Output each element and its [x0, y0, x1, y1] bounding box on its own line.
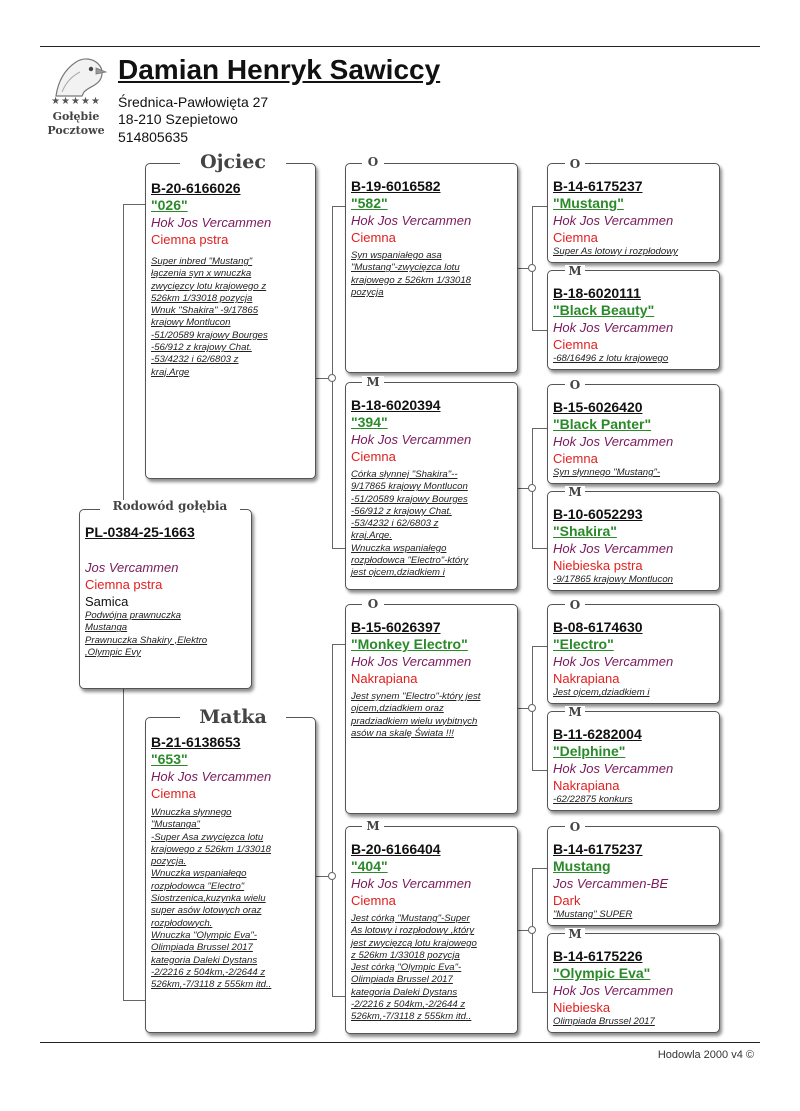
fm-ring-number: B-18-6020394 [351, 397, 441, 413]
subject-sex: Samica [85, 594, 129, 609]
mfm-color: Nakrapiana [553, 778, 620, 793]
subject-ring-number: PL-0384-25-1663 [85, 524, 195, 540]
ggp-mfm-card[interactable] [547, 711, 720, 811]
mf-ring-number: B-15-6026397 [351, 619, 441, 635]
ff-description: Syn wspaniałego asa "Mustang"-zwycięzca lotu krajowego z 526km 1/33018 pozycja [351, 250, 471, 298]
header-top-rule [40, 46, 760, 47]
connector-line [532, 206, 547, 207]
fm-description: Córka słynnej "Shakira"-- 9/17865 krajowy Montlucon -51/20589 krajowy Bourges -56/912 z krajowy Chat. -53/4232 i 62/6803 z kraj.Arge. Wnuczka wspaniałego rozpłodowca "Electro"-który jest ojcem,dziadkiem i [351, 469, 469, 579]
father-name: "026" [151, 197, 188, 213]
connector-line [532, 770, 547, 771]
pedigree-label: Rodowód gołębia [100, 500, 240, 512]
logo-text-2: Pocztowe [47, 124, 105, 137]
connector-line [532, 330, 547, 331]
ffm-ring-number: B-18-6020111 [553, 285, 641, 301]
logo-stars: ★★★★★ [51, 96, 101, 107]
phone-number: 514805635 [118, 129, 189, 145]
connector-line [532, 428, 547, 429]
connector-line [532, 646, 547, 647]
fm-breeder: Hok Jos Vercammen [351, 432, 472, 447]
mfm-description: -62/22875 konkurs [553, 794, 633, 805]
address-line-1: Średnica-Pawłowięta 27 [118, 94, 269, 110]
address-line-2: 18-210 Szepietowo [118, 111, 238, 127]
connector-node [528, 484, 536, 492]
fmf-breeder: Hok Jos Vercammen [553, 434, 674, 449]
ggp-fmf-card[interactable] [547, 384, 720, 484]
mmf-breeder: Jos Vercammen-BE [553, 876, 669, 891]
mother-breeder: Hok Jos Vercammen [151, 769, 272, 784]
ff-breeder: Hok Jos Vercammen [351, 213, 472, 228]
mm-color: Ciemna [351, 893, 396, 908]
connector-node [528, 264, 536, 272]
fff-color: Ciemna [553, 230, 598, 245]
fff-sex-label: O [565, 158, 585, 170]
fmm-breeder: Hok Jos Vercammen [553, 541, 674, 556]
connector-line [332, 206, 345, 207]
mother-card[interactable] [145, 717, 316, 1033]
ff-ring-number: B-19-6016582 [351, 178, 441, 194]
subject-color: Ciemna pstra [85, 577, 163, 592]
granddam-maternal-card[interactable] [345, 826, 518, 1034]
mm-ring-number: B-20-6166404 [351, 841, 441, 857]
ffm-sex-label: M [565, 265, 585, 277]
father-color: Ciemna pstra [151, 232, 229, 247]
ggp-mmm-card[interactable] [547, 933, 720, 1033]
mm-description: Jest córką "Mustang"-Super As lotowy i rozpłodowy ,który jest zwycięzcą lotu krajowego z 526km 1/33018 pozycja Jest córką "Olympic Eva"- Olimpiada Brussel 2017 kategoria Daleki Dystans -2/2216 z 504km,-2/2644 z 526km,-7/3118 z 555km itd.. [351, 913, 477, 1023]
father-card[interactable] [145, 163, 316, 479]
mmf-sex-label: O [565, 821, 585, 833]
fm-sex-label: M [362, 376, 384, 388]
connector-line [532, 548, 547, 549]
father-description: Super inbred "Mustang" łączenia syn x wnuczka zwycięzcy lotu krajowego z 526km 1/33018 pozycja Wnuk "Shakira" -9/17865 krajowy Montlucon -51/20589 krajowy Bourges -56/912 z krajowy Chat. -53/4232 i 62/6803 z kraj.Arge [151, 256, 268, 378]
mfm-sex-label: M [565, 706, 585, 718]
fmf-name: "Black Panter" [553, 416, 652, 432]
connector-line [532, 992, 547, 993]
fmf-description: Syn słynnego "Mustang"- [553, 467, 661, 478]
mfm-breeder: Hok Jos Vercammen [553, 761, 674, 776]
connector-line [332, 644, 345, 645]
father-breeder: Hok Jos Vercammen [151, 215, 272, 230]
connector-line [532, 868, 547, 869]
mmf-description: "Mustang" SUPER [553, 909, 633, 920]
fmm-color: Niebieska pstra [553, 558, 643, 573]
mff-description: Jest ojcem,dziadkiem i [553, 687, 650, 698]
fm-color: Ciemna [351, 449, 396, 464]
mfm-name: "Delphine" [553, 743, 626, 759]
connector-line [332, 548, 345, 549]
ggp-fff-card[interactable] [547, 163, 720, 263]
connector-node [528, 926, 536, 934]
grandsire-paternal-card[interactable] [345, 163, 518, 373]
subject-description: Podwójna prawnuczka Mustanga Prawnuczka Shakiry ,Elektro ,Olympic Evy [85, 610, 208, 658]
fmf-color: Ciemna [553, 451, 598, 466]
logo-text-1: Gołębie [52, 110, 100, 123]
connector-line [332, 996, 345, 997]
grandsire-maternal-card[interactable] [345, 604, 518, 814]
mf-color: Nakrapiana [351, 671, 418, 686]
subject-card[interactable] [79, 509, 252, 689]
club-logo [40, 52, 112, 144]
mmm-description: Olimpiada Brussel 2017 [553, 1016, 655, 1027]
connector-line [123, 204, 145, 205]
fmm-description: -9/17865 krajowy Montlucon [553, 574, 673, 585]
mm-breeder: Hok Jos Vercammen [351, 876, 472, 891]
mother-ring-number: B-21-6138653 [151, 734, 241, 750]
ff-color: Ciemna [351, 230, 396, 245]
mmm-sex-label: M [565, 928, 585, 940]
fmm-sex-label: M [565, 486, 585, 498]
fm-name: "394" [351, 414, 388, 430]
footer-credit: Hodowla 2000 v4 © [657, 1049, 754, 1061]
ggp-mmf-card[interactable] [547, 826, 720, 926]
mf-breeder: Hok Jos Vercammen [351, 654, 472, 669]
ffm-name: "Black Beauty" [553, 302, 655, 318]
mfm-ring-number: B-11-6282004 [553, 726, 642, 742]
father-ring-number: B-20-6166026 [151, 180, 241, 196]
mmm-breeder: Hok Jos Vercammen [553, 983, 674, 998]
mmm-name: "Olympic Eva" [553, 965, 651, 981]
mother-label: Matka [180, 708, 286, 727]
ffm-description: -68/16496 z lotu krajowego [553, 353, 669, 364]
mff-breeder: Hok Jos Vercammen [553, 654, 674, 669]
connector-node [528, 704, 536, 712]
fmf-sex-label: O [565, 379, 585, 391]
mmm-color: Niebieska [553, 1000, 611, 1015]
connector-node [328, 374, 336, 382]
mmm-ring-number: B-14-6175226 [553, 948, 643, 964]
subject-breeder: Jos Vercammen [85, 560, 179, 575]
mf-description: Jest synem "Electro"-który jest ojcem,dziadkiem oraz pradziadkiem wielu wybitnych asów na skalę Świata !!! [351, 691, 481, 739]
mf-name: "Monkey Electro" [351, 636, 468, 652]
fmm-name: "Shakira" [553, 523, 617, 539]
fff-name: "Mustang" [553, 195, 624, 211]
ggp-mff-card[interactable] [547, 604, 720, 704]
fff-ring-number: B-14-6175237 [553, 178, 643, 194]
granddam-paternal-card[interactable] [345, 382, 518, 590]
fmf-ring-number: B-15-6026420 [553, 399, 643, 415]
mother-name: "653" [151, 751, 188, 767]
connector-line [123, 204, 124, 510]
mf-sex-label: O [362, 598, 384, 610]
connector-node [328, 872, 336, 880]
ff-sex-label: O [362, 156, 384, 168]
fff-breeder: Hok Jos Vercammen [553, 213, 674, 228]
ggp-ffm-card[interactable] [547, 270, 720, 370]
mmf-color: Dark [553, 893, 581, 908]
ffm-color: Ciemna [553, 337, 598, 352]
mmf-name: Mustang [553, 858, 611, 874]
fff-description: Super As lotowy i rozpłodowy [553, 246, 678, 257]
footer-rule [40, 1042, 760, 1043]
mother-description: Wnuczka słynnego "Mustanga" -Super Asa zwycięzca lotu krajowego z 526km 1/33018 pozycja. Wnuczka wspaniałego rozpłodowca "Electro" Siostrzenica,kuzynka wielu super asów lotowych oraz rozpłodowych. Wnuczka "Olympic Eva"- Olimpiada Brussel 2017 kategoria Daleki Dystans -2/2216 z 504km,-2/2644 z 526km,-7/3118 z 555km itd.. [151, 807, 272, 991]
connector-line [332, 644, 333, 996]
ffm-breeder: Hok Jos Vercammen [553, 320, 674, 335]
fmm-ring-number: B-10-6052293 [553, 506, 643, 522]
mother-color: Ciemna [151, 786, 196, 801]
mm-name: "404" [351, 858, 388, 874]
ff-name: "582" [351, 195, 388, 211]
mm-sex-label: M [362, 820, 384, 832]
connector-line [123, 686, 124, 1000]
ggp-fmm-card[interactable] [547, 491, 720, 591]
owner-name: Damian Henryk Sawiccy [118, 54, 441, 85]
mff-name: "Electro" [553, 636, 614, 652]
father-label: Ojciec [180, 153, 286, 172]
mff-color: Nakrapiana [553, 671, 620, 686]
pigeon-head-icon [48, 52, 108, 98]
mff-ring-number: B-08-6174630 [553, 619, 643, 635]
mmf-ring-number: B-14-6175237 [553, 841, 643, 857]
mff-sex-label: O [565, 599, 585, 611]
connector-line [123, 1000, 145, 1001]
